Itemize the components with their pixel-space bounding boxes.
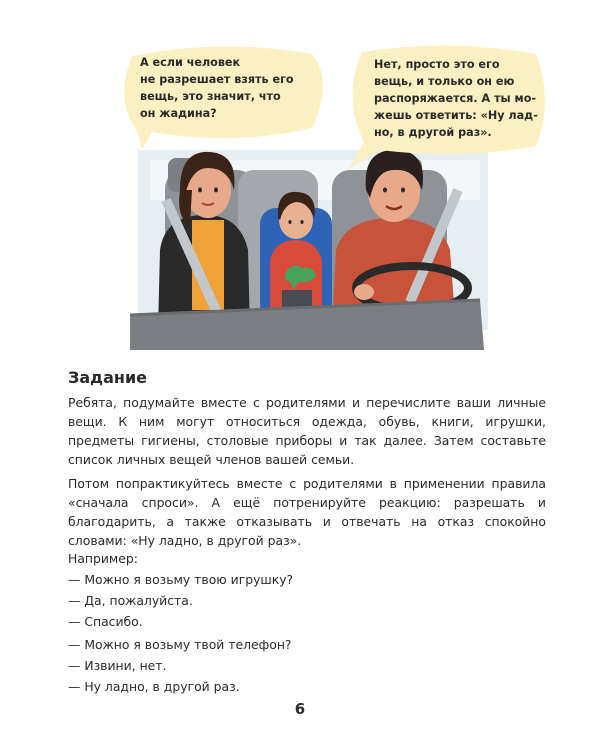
speech-bubble-child <box>112 42 330 152</box>
father-hand <box>354 284 374 300</box>
task-paragraph-2: Потом попрактикуйтесь вместе с родителями в применении правила «сначала спроси». А ещё потренируйте реакцию: разрешать и благодарить, а также отказывать и отвечать на отказ спокойно словами: «Ну ладно, в другой раз». <box>68 476 546 548</box>
bubble-text-child: А если человек не разрешает взять его вещь, это значит, что он жадина? <box>140 56 294 120</box>
page-number: 6 <box>294 700 306 718</box>
dialog-1-line-1: — Можно я возьму твою игрушку? <box>68 572 294 587</box>
dialog-2-line-2: — Извини, нет. <box>68 658 167 673</box>
dialog-1-line-2: — Да, пожалуйста. <box>68 593 193 608</box>
task-paragraph-1: Ребята, подумайте вместе с родителями и перечислите ваши личные вещи. К ним могут относиться одежда, обувь, книги, игрушки, предметы гигиены, столовые приборы и так далее. Затем составьте список личных вещей членов вашей семьи. <box>68 395 546 467</box>
child-figure <box>260 192 332 322</box>
task-heading: Задание <box>68 368 147 387</box>
dialog-2-line-3: — Ну ладно, в другой раз. <box>68 679 240 694</box>
speech-bubble-father <box>340 42 548 172</box>
example-intro: Например: <box>68 551 138 566</box>
bubble-text-father: Нет, просто это его вещь, и только он ею распоряжается. А ты мо- жешь ответить: «Ну лад- но, в другой раз». <box>374 58 538 139</box>
dialog-2-line-1: — Можно я возьму твой телефон? <box>68 637 292 652</box>
dialog-1-line-3: — Спасибо. <box>68 614 143 629</box>
